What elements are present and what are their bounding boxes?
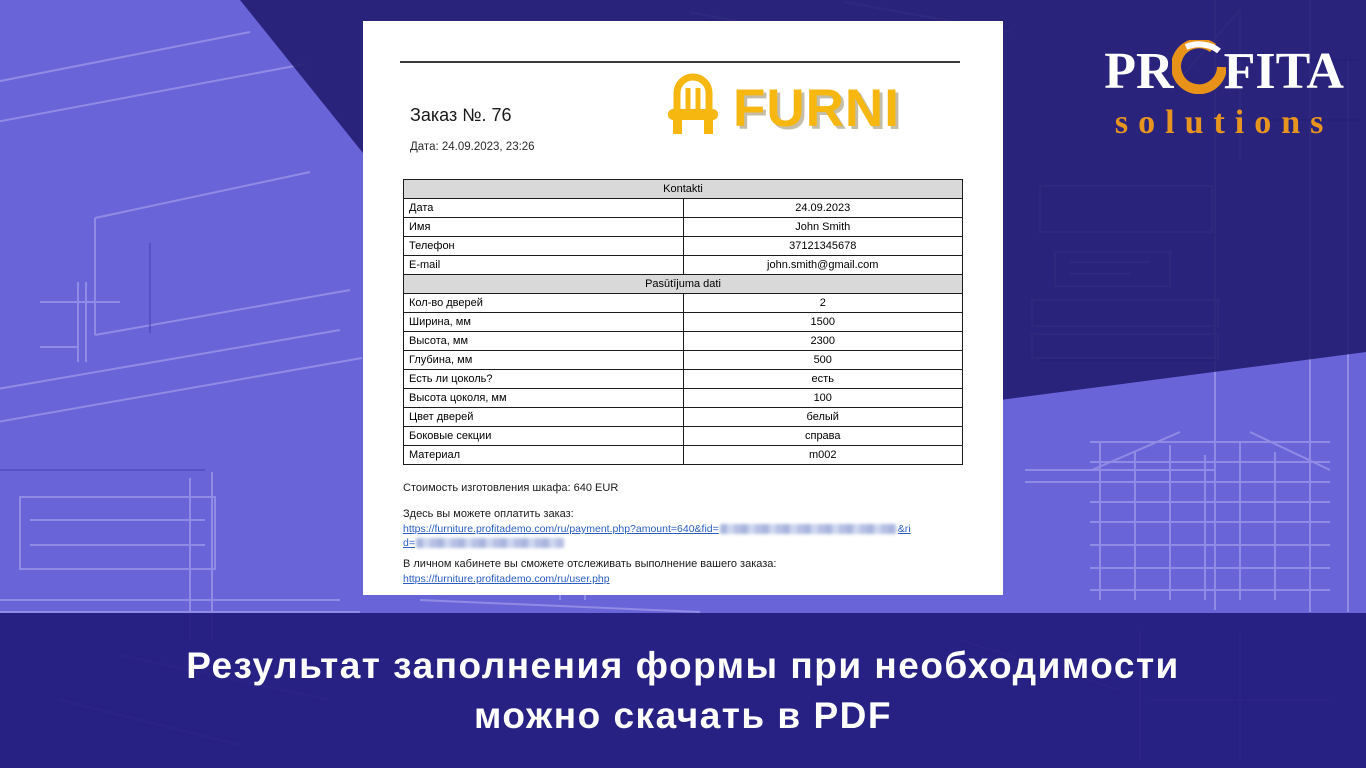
row-label: Есть ли цоколь? [404, 370, 684, 389]
payment-link-rid-fragment: &ri [897, 523, 911, 535]
account-intro: В личном кабинете вы сможете отслеживать выполнение вашего заказа: [403, 558, 777, 570]
redacted-fid-value [720, 524, 897, 534]
caption-line-2: можно скачать в PDF [474, 694, 892, 736]
row-label: Кол-во дверей [404, 294, 684, 313]
row-label: E-mail [404, 256, 684, 275]
table-row [404, 370, 963, 389]
table-row [404, 313, 963, 332]
payment-link-line2-text: d= [403, 537, 415, 549]
furni-wordmark: FURNI [733, 78, 900, 138]
order-title: Заказ №. 76 [410, 105, 512, 125]
redacted-rid-value [416, 538, 564, 548]
order-document [363, 21, 1003, 595]
row-value: 2 [683, 294, 963, 313]
row-value: есть [683, 370, 963, 389]
row-value: белый [683, 408, 963, 427]
table-row [404, 294, 963, 313]
table-row [404, 408, 963, 427]
table-row [404, 256, 963, 275]
caption-line-1: Результат заполнения формы при необходимости [186, 644, 1180, 686]
row-value: John Smith [683, 218, 963, 237]
row-label: Дата [404, 199, 684, 218]
table-section-header: Pasūtījuma dati [404, 275, 963, 294]
profita-solutions-logo [1104, 40, 1344, 142]
row-label: Боковые секции [404, 427, 684, 446]
account-link[interactable]: https://furniture.profitademo.com/ru/user.php [403, 573, 610, 585]
table-row [404, 332, 963, 351]
row-value: 1500 [683, 313, 963, 332]
crescent-o-icon [1172, 40, 1226, 104]
row-label: Телефон [404, 237, 684, 256]
row-value: справа [683, 427, 963, 446]
profita-text-fita: FITA [1223, 43, 1344, 100]
order-date: Дата: 24.09.2023, 23:26 [410, 141, 535, 153]
solutions-text: solutions [1114, 104, 1334, 141]
row-value: m002 [683, 446, 963, 465]
row-value: 37121345678 [683, 237, 963, 256]
table-row [404, 218, 963, 237]
row-value: john.smith@gmail.com [683, 256, 963, 275]
payment-intro: Здесь вы можете оплатить заказ: [403, 508, 574, 520]
row-value: 500 [683, 351, 963, 370]
row-value: 2300 [683, 332, 963, 351]
table-row [404, 446, 963, 465]
profita-wordmark [1104, 40, 1344, 104]
caption-band [0, 613, 1366, 768]
table-row [404, 427, 963, 446]
row-value: 100 [683, 389, 963, 408]
payment-link-visible-text: https://furniture.profitademo.com/ru/payment.php?amount=640&fid= [403, 523, 719, 535]
table-row [404, 351, 963, 370]
row-label: Ширина, мм [404, 313, 684, 332]
top-divider [400, 61, 960, 63]
profita-text-pr: PR [1104, 43, 1174, 100]
row-value: 24.09.2023 [683, 199, 963, 218]
row-label: Цвет дверей [404, 408, 684, 427]
table-section-header: Kontakti [404, 180, 963, 199]
table-row [404, 199, 963, 218]
payment-link[interactable] [403, 523, 911, 549]
row-label: Высота, мм [404, 332, 684, 351]
row-label: Имя [404, 218, 684, 237]
table-row [404, 237, 963, 256]
row-label: Глубина, мм [404, 351, 684, 370]
chair-icon [663, 73, 723, 144]
furni-logo [663, 73, 900, 144]
row-label: Материал [404, 446, 684, 465]
table-row [404, 389, 963, 408]
order-table [403, 179, 963, 465]
row-label: Высота цоколя, мм [404, 389, 684, 408]
price-line: Стоимость изготовления шкафа: 640 EUR [403, 482, 619, 494]
